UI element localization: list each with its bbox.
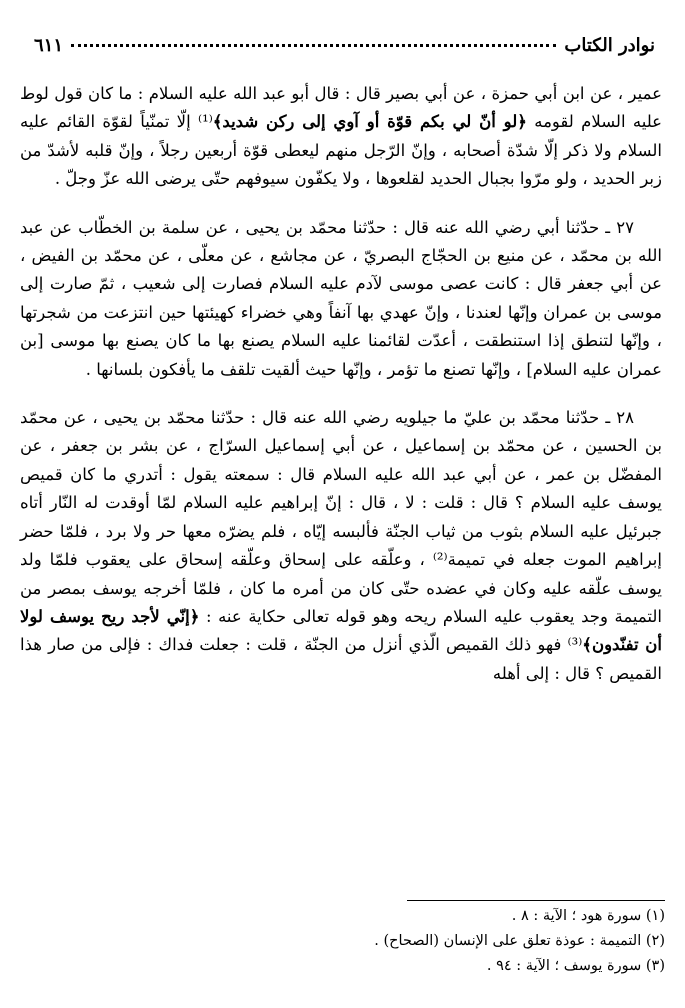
paragraph-1	[20, 80, 662, 194]
header-dot-leader	[71, 44, 556, 47]
running-title: نوادر الكتاب	[564, 34, 655, 56]
quran-verse: ﴿لو أنّ لي بكم قوّة أو آوي إلى ركن شديد﴾	[212, 112, 527, 132]
footnote-1: (١) سورة هود ؛ الآية : ٨ .	[511, 908, 665, 924]
paragraph-28	[20, 404, 662, 688]
page-header	[34, 32, 655, 58]
text-run: ⁽³⁾ فهو ذلك القميص الّذي أنزل من الجنّة ، قلت : جعلت فداك : فإلى من صار هذا القميص ؟ قال : إلى أهله	[20, 635, 662, 683]
text-run: عمير ، عن ابن أبي حمزة ، عن أبي بصير قال : قال أبو عبد الله عليه السلام : ما كان قول لوط عليه السلام لقومه	[20, 84, 662, 132]
quran-verse: ﴿إنّي لأجد ريح يوسف لولا أن تفنّدون﴾	[20, 606, 662, 655]
footnotes	[25, 904, 665, 979]
page-body	[20, 80, 662, 708]
text-run: ⁽¹⁾ إلّا تمنّياً لقوّة القائم عليه السلام ولا ذكر إلّا شدّة أصحابه ، وإنّ الرّجل منهم ليعطى قوّة أربعين رجلاً ، وإنّ قلبه لأشدّ من زبر الحديد ، ولو مرّوا بجبال الحديد لقلعوها ، ولا يكفّون سيوفهم حتّى يرضى الله عزّ وجلّ .	[20, 112, 662, 189]
footnote-separator	[407, 900, 665, 901]
footnote-3: (٣) سورة يوسف ؛ الآية : ٩٤ .	[486, 958, 665, 974]
footnote-2: (٢) التميمة : عوذة تعلق على الإنسان (الصحاح) .	[374, 933, 665, 949]
text-run: ٢٧ ـ حدّثنا أبي رضي الله عنه قال : حدّثنا محمّد بن يحيى ، عن سلمة بن الخطّاب عن عبد الله بن محمّد ، عن منيع بن الحجّاج البصريّ ، عن مجاشع ، عن معلّى ، عن محمّد بن الفيض ، عن أبي جعفر قال : كانت عصى موسى لآدم عليه السلام فصارت إلى شعيب ، ثمّ صارت إلى موسى بن عمران وإنّها لعندنا ، وإنّ عهدي بها آنفاً وهي خضراء كهيئتها حين انتزعت من شجرتها ، وإنّها لتنطق إذا استنطقت ، أعدّت لقائمنا عليه السلام يصنع بها ما كان يصنع بها موسى [بن عمران عليه السلام] ، وإنّها تصنع ما تؤمر ، وإنّها حيث ألقيت تلقف ما يأفكون بلسانها .	[20, 217, 662, 379]
page-number: ٦١١	[34, 34, 64, 56]
text-run: ٢٨ ـ حدّثنا محمّد بن عليّ ما جيلويه رضي الله عنه قال : حدّثنا محمّد بن يحيى ، عن محمّد بن الحسين ، عن محمّد بن إسماعيل ، عن أبي إسماعيل السرّاج ، عن بشر بن جعفر ، عن المفضّل بن عمر ، عن أبي عبد الله عليه السلام قال : سمعته يقول : أتدري ما كان قميص يوسف عليه السلام ؟ قال : قلت : لا ، قال : إنّ إبراهيم عليه السلام لمّا أوقدت له النّار أتاه جبرئيل عليه السلام بثوب من ثياب الجنّة فألبسه إيّاه ، فلم يضرّه معها حر ولا برد ، فلمّا حضر إبراهيم الموت جعله في تميمة⁽²⁾ ، وعلّقه على إسحاق وعلّقه إسحاق على يعقوب فلمّا ولد يوسف علّقه عليه وكان في عضده حتّى كان من أمره ما كان ، فلمّا أخرجه يوسف بمصر من التميمة وجد يعقوب عليه السلام ريحه وهو قوله تعالى حكاية عنه :	[20, 408, 662, 626]
paragraph-27	[20, 214, 662, 384]
